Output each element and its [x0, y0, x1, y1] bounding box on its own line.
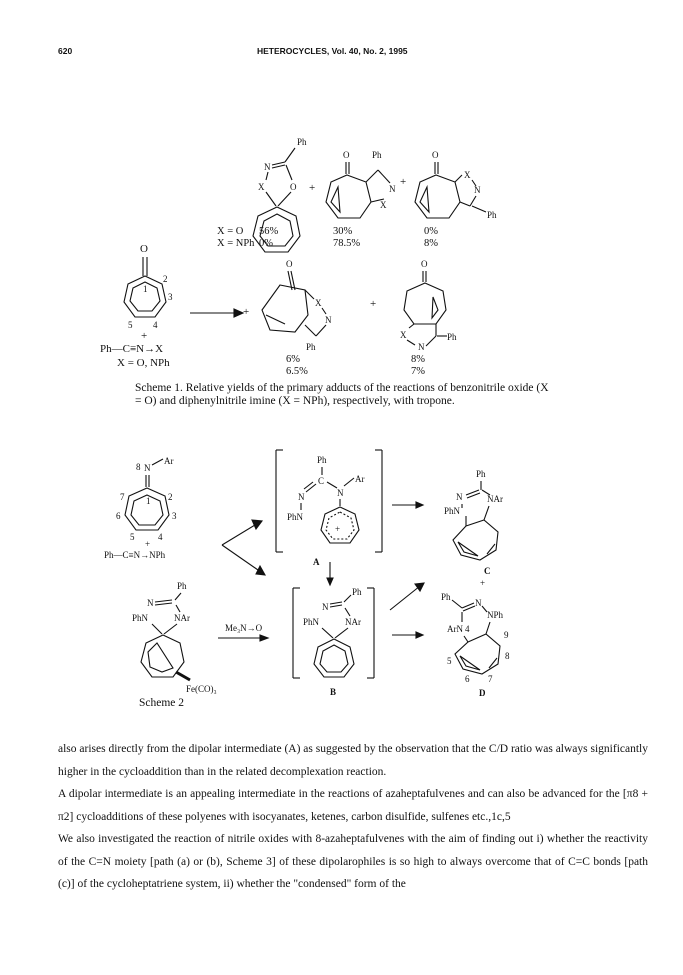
- locant: 4: [153, 320, 158, 330]
- plus-sign: +: [141, 330, 148, 342]
- locant: 1: [146, 496, 151, 506]
- ph-label: Ph: [297, 137, 307, 147]
- body-paragraph: also arises directly from the dipolar intermediate (A) as suggested by the observation that the C/D ratio was always significantly higher in the cycloaddition than in the related decomplexation reaction.: [58, 743, 648, 778]
- azaheptafulvene-structure: [116, 456, 177, 542]
- yield-value: 8%: [424, 238, 438, 249]
- ph-label: Ph: [352, 587, 362, 597]
- scheme-1-caption: Scheme 1. Relative yields of the primary adducts of the reactions of benzonitrile oxide (X = O) and diphenylnitrile imine (X = NPh), respectively, with tropone.: [135, 382, 549, 407]
- yield-value: 6%: [286, 354, 300, 365]
- product-c-label: C: [484, 566, 491, 576]
- x-label: X: [464, 170, 471, 180]
- locant: 7: [120, 492, 125, 502]
- x-definition: X = O, NPh: [117, 357, 170, 369]
- n-label: N: [418, 342, 425, 352]
- nar-label: NAr: [345, 617, 361, 627]
- nitrile-imine-reagent: Ph—C≡N→NPh: [104, 550, 166, 560]
- n-label: N: [144, 463, 151, 473]
- locant: 5: [128, 320, 133, 330]
- locant: 4: [158, 532, 163, 542]
- locant: 6: [116, 511, 121, 521]
- o-label: O: [286, 259, 293, 269]
- phn-label: PhN: [444, 506, 461, 516]
- yield-value: 78.5%: [333, 238, 361, 249]
- locant: 3: [168, 292, 173, 302]
- ph-label: Ph: [372, 150, 382, 160]
- n-label: N: [474, 185, 481, 195]
- tropone-structure: [124, 243, 173, 330]
- o-label: O: [290, 182, 297, 192]
- locant: 1: [143, 284, 148, 294]
- nitrile-reagent: Ph—C≡N→X: [100, 343, 164, 355]
- oxidant-arrow: [218, 635, 268, 641]
- plus-sign: +: [243, 306, 250, 318]
- ph-label: Ph: [306, 342, 316, 352]
- reaction-arrow: [190, 309, 243, 317]
- n-label: N: [389, 184, 396, 194]
- intermediate-b-structure: [293, 587, 374, 697]
- n-label: N: [475, 598, 482, 608]
- plus-sign: +: [480, 578, 486, 588]
- running-header: HETEROCYCLES, Vol. 40, No. 2, 1995: [257, 46, 408, 56]
- plus-sign: +: [309, 182, 316, 194]
- intermediate-a-structure: [276, 450, 382, 567]
- locant: 3: [172, 511, 177, 521]
- plus-sign: +: [370, 298, 377, 310]
- nar-label: NAr: [487, 494, 503, 504]
- locant: 4: [465, 624, 470, 634]
- arrow-b-to-d: [392, 632, 423, 638]
- ph-label: Ph: [447, 332, 457, 342]
- ph-label: Ph: [177, 581, 187, 591]
- ph-label: Ph: [441, 592, 451, 602]
- yield-value: 8%: [411, 354, 425, 365]
- product-d-structure: [441, 592, 510, 698]
- product-c-structure: [444, 469, 503, 576]
- phn-label: PhN: [287, 512, 304, 522]
- n-label: N: [325, 315, 332, 325]
- arrow-a-to-c: [392, 502, 423, 508]
- branch-arrows: [222, 520, 265, 575]
- n-label: N: [456, 492, 463, 502]
- o-label: O: [343, 150, 350, 160]
- yield-value: 6.5%: [286, 366, 308, 377]
- fused-adduct-c-structure: [400, 259, 457, 352]
- page-number: 620: [58, 46, 73, 56]
- iron-complex-structure: [132, 581, 217, 694]
- locant: 6: [465, 674, 470, 684]
- locant: 9: [504, 630, 509, 640]
- c-label: C: [318, 476, 325, 486]
- scheme-2-caption: Scheme 2: [139, 697, 185, 709]
- product-d-label: D: [479, 688, 486, 698]
- yield-value: 30%: [333, 226, 353, 237]
- yield-value: 56%: [259, 226, 279, 237]
- fused-adduct-b-structure: [415, 150, 497, 220]
- plus-charge: +: [335, 524, 341, 534]
- phn-label: PhN: [132, 613, 149, 623]
- ph-label: Ph: [476, 469, 486, 479]
- n-label: N: [337, 488, 344, 498]
- ar-label: Ar: [355, 474, 365, 484]
- o-label: O: [421, 259, 428, 269]
- x-label: X: [258, 182, 265, 192]
- fused-adduct-a-structure: [326, 150, 396, 218]
- arn-label: ArN: [447, 624, 463, 634]
- row-label: X = NPh: [217, 238, 255, 249]
- nar-label: NAr: [174, 613, 190, 623]
- row-label: X = O: [217, 226, 244, 237]
- n-label: N: [147, 598, 154, 608]
- yield-value: 0%: [424, 226, 438, 237]
- locant: 2: [168, 492, 173, 502]
- intermediate-a-label: A: [313, 557, 320, 567]
- plus-sign: +: [145, 539, 151, 549]
- yield-value: 7%: [411, 366, 425, 377]
- nph-label: NPh: [487, 610, 504, 620]
- body-paragraph: A dipolar intermediate is an appealing intermediate in the reactions of azaheptafulvenes and can also be advanced for the [π8 + π2] cycloadditions of these polyenes with isocyanates, ketenes, carbon disulfide, sulfenes etc.,1c,5: [58, 788, 648, 823]
- locant: 2: [163, 274, 168, 284]
- phn-label: PhN: [303, 617, 320, 627]
- plus-sign: +: [400, 176, 407, 188]
- ar-label: Ar: [164, 456, 174, 466]
- scheme-2-drawing: [0, 440, 683, 720]
- n-label: N: [322, 602, 329, 612]
- arrow-a-to-b: [327, 562, 333, 585]
- scheme-1-drawing: [0, 110, 683, 380]
- x-label: X: [400, 330, 407, 340]
- locant: 8: [136, 462, 141, 472]
- intermediate-b-label: B: [330, 687, 337, 697]
- n-label: N: [298, 492, 305, 502]
- x-label: X: [315, 298, 322, 308]
- locant: 8: [505, 651, 510, 661]
- body-text: [58, 738, 648, 896]
- ph-label: Ph: [317, 455, 327, 465]
- bridged-adduct-structure: [262, 259, 332, 352]
- ph-label: Ph: [487, 210, 497, 220]
- locant: 5: [447, 656, 452, 666]
- x-label: X: [380, 200, 387, 210]
- arrow-b-to-c: [390, 583, 424, 610]
- locant: 5: [130, 532, 135, 542]
- o-label: O: [432, 150, 439, 160]
- tropone-oxygen: O: [140, 243, 148, 255]
- body-paragraph: We also investigated the reaction of nitrile oxides with 8-azaheptafulvenes with the aim of finding out i) whether the reactivity of the C=N moiety [path (a) or (b), Scheme 3] of these dipolarophiles is so high to always overcome that of C=C bonds [path (c)] of the cycloheptatriene system, ii) whether the "condensed" form of the: [58, 833, 648, 890]
- n-label: N: [264, 162, 271, 172]
- yield-value: 0%: [259, 238, 273, 249]
- locant: 7: [488, 674, 493, 684]
- oxidant-label: Me₃N→O: [225, 623, 263, 633]
- fe-co3-label: Fe(CO)₃: [186, 684, 217, 694]
